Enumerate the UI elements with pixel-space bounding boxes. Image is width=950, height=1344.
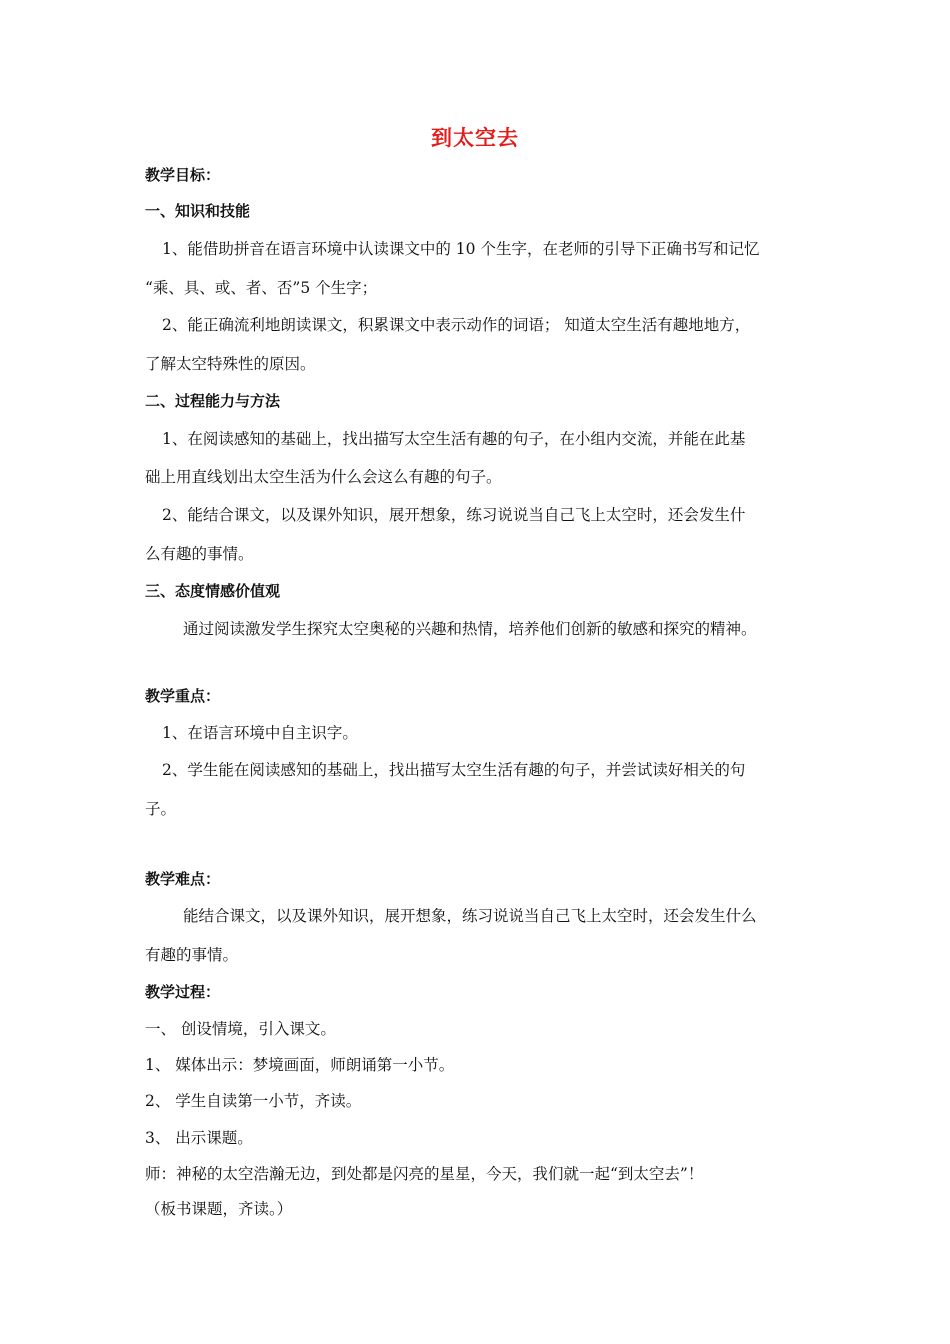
keypoint-1: 1、在语言环境中自主识字。 [162,724,358,742]
section-3-heading: 三、态度情感价值观 [145,582,281,600]
process-line-3: 2、 学生自读第一小节，齐读。 [145,1092,362,1110]
difficulty-line-2: 有趣的事情。 [145,946,239,964]
attitude-paragraph: 通过阅读激发学生探究太空奥秘的兴趣和热情，培养他们创新的敏感和探究的精神。 [183,620,757,638]
method-2-line-2: 么有趣的事情。 [145,545,254,563]
method-1-line-2: 础上用直线划出太空生活为什么会这么有趣的句子。 [145,468,502,486]
keypoints-heading: 教学重点： [145,687,221,705]
section-1-heading: 一、知识和技能 [145,202,251,220]
process-line-6: （板书课题，齐读。） [145,1200,293,1218]
process-line-5: 师：神秘的太空浩瀚无边，到处都是闪亮的星星，今天，我们就一起“到太空去”！ [145,1165,704,1183]
method-2-line-1: 2、能结合课文，以及课外知识，展开想象，练习说说当自己飞上太空时，还会发生什 [162,506,746,524]
goal-2-line-1: 2、能正确流利地朗读课文，积累课文中表示动作的词语； 知道太空生活有趣地地方， [162,316,751,334]
difficulties-heading: 教学难点： [145,870,221,888]
section-2-heading: 二、过程能力与方法 [145,392,281,410]
goals-heading: 教学目标： [145,166,221,184]
keypoint-2-line-2: 子。 [145,800,177,818]
goal-1-line-2: “乘、具、或、者、否”5 个生字； [145,279,378,297]
keypoint-2-line-1: 2、学生能在阅读感知的基础上，找出描写太空生活有趣的句子，并尝试读好相关的句 [162,761,746,779]
difficulty-line-1: 能结合课文，以及课外知识，展开想象，练习说说当自己飞上太空时，还会发生什么 [183,907,757,925]
process-line-4: 3、 出示课题。 [145,1129,253,1147]
method-1-line-1: 1、在阅读感知的基础上，找出描写太空生活有趣的句子，在小组内交流，并能在此基 [162,430,746,448]
process-line-1: 一、 创设情境，引入课文。 [145,1020,336,1038]
process-heading: 教学过程： [145,983,221,1001]
goal-1-line-1: 1、能借助拼音在语言环境中认读课文中的 10 个生字，在老师的引导下正确书写和记忆 [162,240,760,258]
process-line-2: 1、 媒体出示：梦境画面，师朗诵第一小节。 [145,1056,455,1074]
document-title: 到太空去 [431,126,519,150]
goal-2-line-2: 了解太空特殊性的原因。 [145,355,316,373]
